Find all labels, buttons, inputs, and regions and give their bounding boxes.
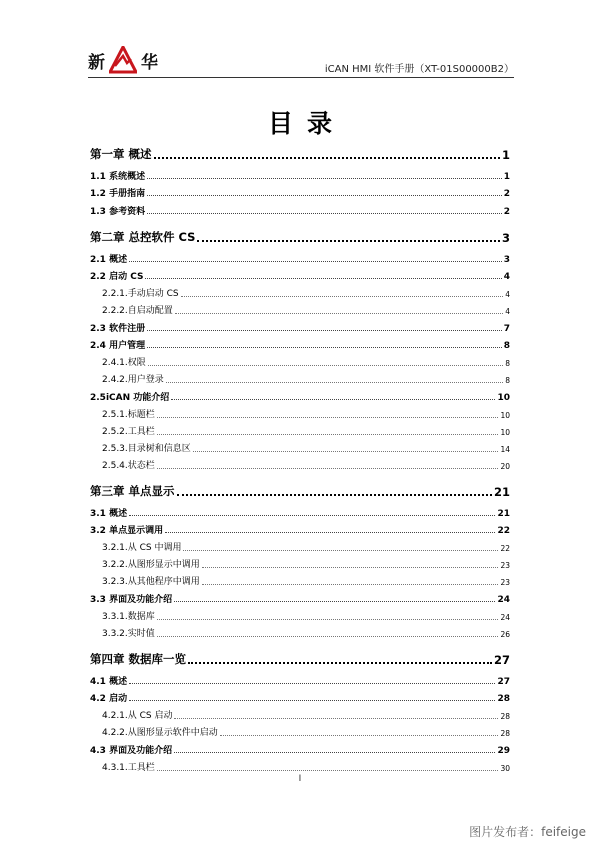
toc-entry[interactable] xyxy=(90,557,510,570)
toc-entry-label: 4.1 概述 xyxy=(90,676,128,687)
toc-entry-page: 23 xyxy=(500,578,510,587)
toc-dot-leader xyxy=(174,718,498,719)
toc-entry[interactable] xyxy=(90,269,510,282)
toc-entry-page: 4 xyxy=(503,272,510,282)
toc-entry-page: 14 xyxy=(500,444,510,454)
toc-dot-leader xyxy=(202,584,499,585)
toc-dot-leader xyxy=(175,313,503,314)
toc-dot-leader xyxy=(165,532,495,533)
toc-dot-leader xyxy=(174,601,495,602)
toc-entry-page: 1 xyxy=(501,148,510,162)
toc-entry[interactable] xyxy=(90,355,510,368)
toc-entry-page: 26 xyxy=(500,629,510,639)
toc-entry-label: 3.2.1.从 CS 中调用 xyxy=(102,543,182,553)
toc-dot-leader xyxy=(148,365,503,366)
toc-entry-label: 第四章 数据库一览 xyxy=(90,652,187,666)
toc-dot-leader xyxy=(129,683,495,684)
toc-entry-label: 第一章 概述 xyxy=(90,147,152,161)
toc-entry-page: 20 xyxy=(500,461,510,471)
toc-dot-leader xyxy=(220,735,499,736)
toc-entry-page: 8 xyxy=(503,341,510,351)
toc-dot-leader xyxy=(157,770,499,771)
toc-entry-page: 24 xyxy=(500,612,510,622)
toc-entry[interactable] xyxy=(90,506,510,519)
toc-entry-page: 10 xyxy=(500,410,510,420)
toc-entry-page: 23 xyxy=(500,561,510,570)
toc-entry-page: 27 xyxy=(497,676,510,687)
toc-entry[interactable] xyxy=(90,674,510,687)
toc-entry[interactable] xyxy=(90,252,510,265)
toc-entry[interactable] xyxy=(90,424,510,437)
toc-entry-label: 3.3.2.实时值 xyxy=(102,628,155,639)
logo-char-left: 新 xyxy=(88,52,105,73)
page-number: I xyxy=(298,774,302,784)
toc-entry[interactable] xyxy=(90,574,510,587)
toc-dot-leader xyxy=(157,619,499,620)
toc-dot-leader xyxy=(188,662,492,664)
toc-entry-label: 4.2 启动 xyxy=(90,694,128,704)
toc-dot-leader xyxy=(129,261,502,262)
toc-entry[interactable] xyxy=(90,458,510,471)
company-logo xyxy=(88,44,158,76)
toc-entry-label: 2.2.2.自启动配置 xyxy=(102,306,173,316)
toc-entry-page: 21 xyxy=(493,485,510,499)
toc-entry[interactable] xyxy=(90,540,510,553)
toc-entry-label: 2.2.1.手动启动 CS xyxy=(102,289,179,299)
toc-entry-label: 4.3.1.工具栏 xyxy=(102,762,155,773)
toc-dot-leader xyxy=(171,399,495,400)
toc-entry-label: 2.5.3.目录树和信息区 xyxy=(102,443,191,454)
toc-entry[interactable] xyxy=(90,626,510,639)
toc-dot-leader xyxy=(166,382,503,383)
toc-entry[interactable] xyxy=(90,609,510,622)
toc-entry-page: 8 xyxy=(505,376,510,385)
toc-dot-leader xyxy=(145,278,501,279)
toc-dot-leader xyxy=(177,494,492,496)
document-title: iCAN HMI 软件手册（XT-01S00000B2） xyxy=(324,64,514,75)
toc-entry-label: 1.2 手册指南 xyxy=(90,189,146,199)
toc-dot-leader xyxy=(147,195,502,196)
toc-entry-page: 22 xyxy=(500,544,510,553)
toc-entry[interactable] xyxy=(90,372,510,385)
toc-dot-leader xyxy=(147,330,502,331)
toc-entry-page: 2 xyxy=(503,189,510,199)
toc-dot-leader xyxy=(147,213,502,214)
toc-entry-label: 2.5.2.工具栏 xyxy=(102,426,155,437)
toc-entry[interactable] xyxy=(90,321,510,334)
toc-entry-label: 3.2 单点显示调用 xyxy=(90,526,164,536)
toc-entry-label: 2.5.1.标题栏 xyxy=(102,409,155,420)
toc-entry[interactable] xyxy=(90,407,510,420)
toc-entry-label: 2.4.1.权限 xyxy=(102,358,146,368)
toc-entry-page: 24 xyxy=(497,594,510,605)
toc-entry-page: 29 xyxy=(497,745,510,756)
toc-dot-leader xyxy=(193,451,499,452)
toc-entry[interactable] xyxy=(90,338,510,351)
toc-dot-leader xyxy=(202,567,499,568)
toc-dot-leader xyxy=(197,240,500,242)
toc-entry[interactable] xyxy=(90,186,510,199)
toc-entry[interactable] xyxy=(90,691,510,704)
toc-entry-label: 3.3 界面及功能介绍 xyxy=(90,594,173,605)
toc-dot-leader xyxy=(157,434,499,435)
toc-dot-leader xyxy=(157,636,499,637)
toc-entry-label: 2.5iCAN 功能介绍 xyxy=(90,392,170,403)
toc-entry[interactable] xyxy=(90,725,510,738)
toc-entry[interactable] xyxy=(90,303,510,316)
toc-entry-page: 22 xyxy=(497,526,510,536)
toc-dot-leader xyxy=(183,550,498,551)
toc-entry[interactable] xyxy=(90,592,510,605)
toc-entry-page: 2 xyxy=(503,206,510,217)
logo-char-right: 华 xyxy=(141,52,158,73)
toc-entry-page: 28 xyxy=(500,712,510,721)
toc-entry-page: 28 xyxy=(500,729,510,738)
toc-entry[interactable] xyxy=(90,483,510,499)
toc-entry-page: 27 xyxy=(493,653,510,667)
toc-entry-page: 4 xyxy=(505,307,510,316)
toc-dot-leader xyxy=(154,157,500,159)
toc-entry-page: 7 xyxy=(503,323,510,334)
toc-dot-leader xyxy=(129,700,495,701)
toc-entry-page: 1 xyxy=(503,171,510,182)
toc-heading: 目录 xyxy=(267,109,346,138)
toc-entry[interactable] xyxy=(90,169,510,182)
toc-entry-page: 10 xyxy=(497,392,510,403)
toc-entry-label: 2.2 启动 CS xyxy=(90,272,144,282)
toc-entry[interactable] xyxy=(90,229,510,245)
toc-dot-leader xyxy=(129,515,495,516)
toc-entry-page: 28 xyxy=(497,694,510,704)
toc-entry-label: 1.1 系统概述 xyxy=(90,171,146,182)
toc-entry-page: 8 xyxy=(505,359,510,368)
toc-entry-label: 1.3 参考资料 xyxy=(90,206,146,217)
toc-entry-page: 21 xyxy=(497,508,510,519)
toc-entry-label: 4.2.2.从图形显示软件中启动 xyxy=(102,728,218,738)
toc-entry-label: 4.3 界面及功能介绍 xyxy=(90,745,173,756)
toc-entry[interactable] xyxy=(90,204,510,217)
toc-dot-leader xyxy=(157,468,499,469)
toc-entry-page: 3 xyxy=(503,254,510,265)
toc-entry[interactable] xyxy=(90,441,510,454)
toc-entry[interactable] xyxy=(90,390,510,403)
header-divider xyxy=(88,77,514,78)
toc-entry[interactable] xyxy=(90,743,510,756)
toc-dot-leader xyxy=(157,417,499,418)
toc-entry-label: 第二章 总控软件 CS xyxy=(90,230,196,244)
toc-entry-label: 4.2.1.从 CS 启动 xyxy=(102,711,173,721)
toc-entry-label: 第三章 单点显示 xyxy=(90,484,175,498)
toc-dot-leader xyxy=(147,347,502,348)
logo-triangle-icon xyxy=(109,46,137,74)
toc-dot-leader xyxy=(181,296,504,297)
toc-entry[interactable] xyxy=(90,651,510,667)
toc-entry-label: 2.3 软件注册 xyxy=(90,323,146,334)
toc-entry-label: 3.2.2.从图形显示中调用 xyxy=(102,560,200,570)
toc-entry[interactable] xyxy=(90,708,510,721)
toc-entry-label: 2.1 概述 xyxy=(90,254,128,265)
watermark: 图片发布者：feifeige xyxy=(469,825,586,839)
toc-entry-label: 2.4.2.用户登录 xyxy=(102,375,164,385)
toc-entry-label: 3.1 概述 xyxy=(90,508,128,519)
toc-entry-label: 3.2.3.从其他程序中调用 xyxy=(102,577,200,587)
toc-entry[interactable] xyxy=(90,146,510,162)
toc-entry-page: 3 xyxy=(501,231,510,245)
toc-entry[interactable] xyxy=(90,760,510,773)
toc-dot-leader xyxy=(174,752,495,753)
toc-entry[interactable] xyxy=(90,286,510,299)
toc-entry-label: 2.5.4.状态栏 xyxy=(102,460,155,471)
toc-entry-label: 2.4 用户管理 xyxy=(90,341,146,351)
toc-entry-page: 30 xyxy=(500,763,510,773)
toc-entry-page: 10 xyxy=(500,427,510,437)
toc-entry[interactable] xyxy=(90,523,510,536)
toc-entry-label: 3.3.1.数据库 xyxy=(102,611,155,622)
page-header xyxy=(88,44,514,78)
toc-entry-page: 4 xyxy=(505,290,510,299)
toc-dot-leader xyxy=(147,178,502,179)
